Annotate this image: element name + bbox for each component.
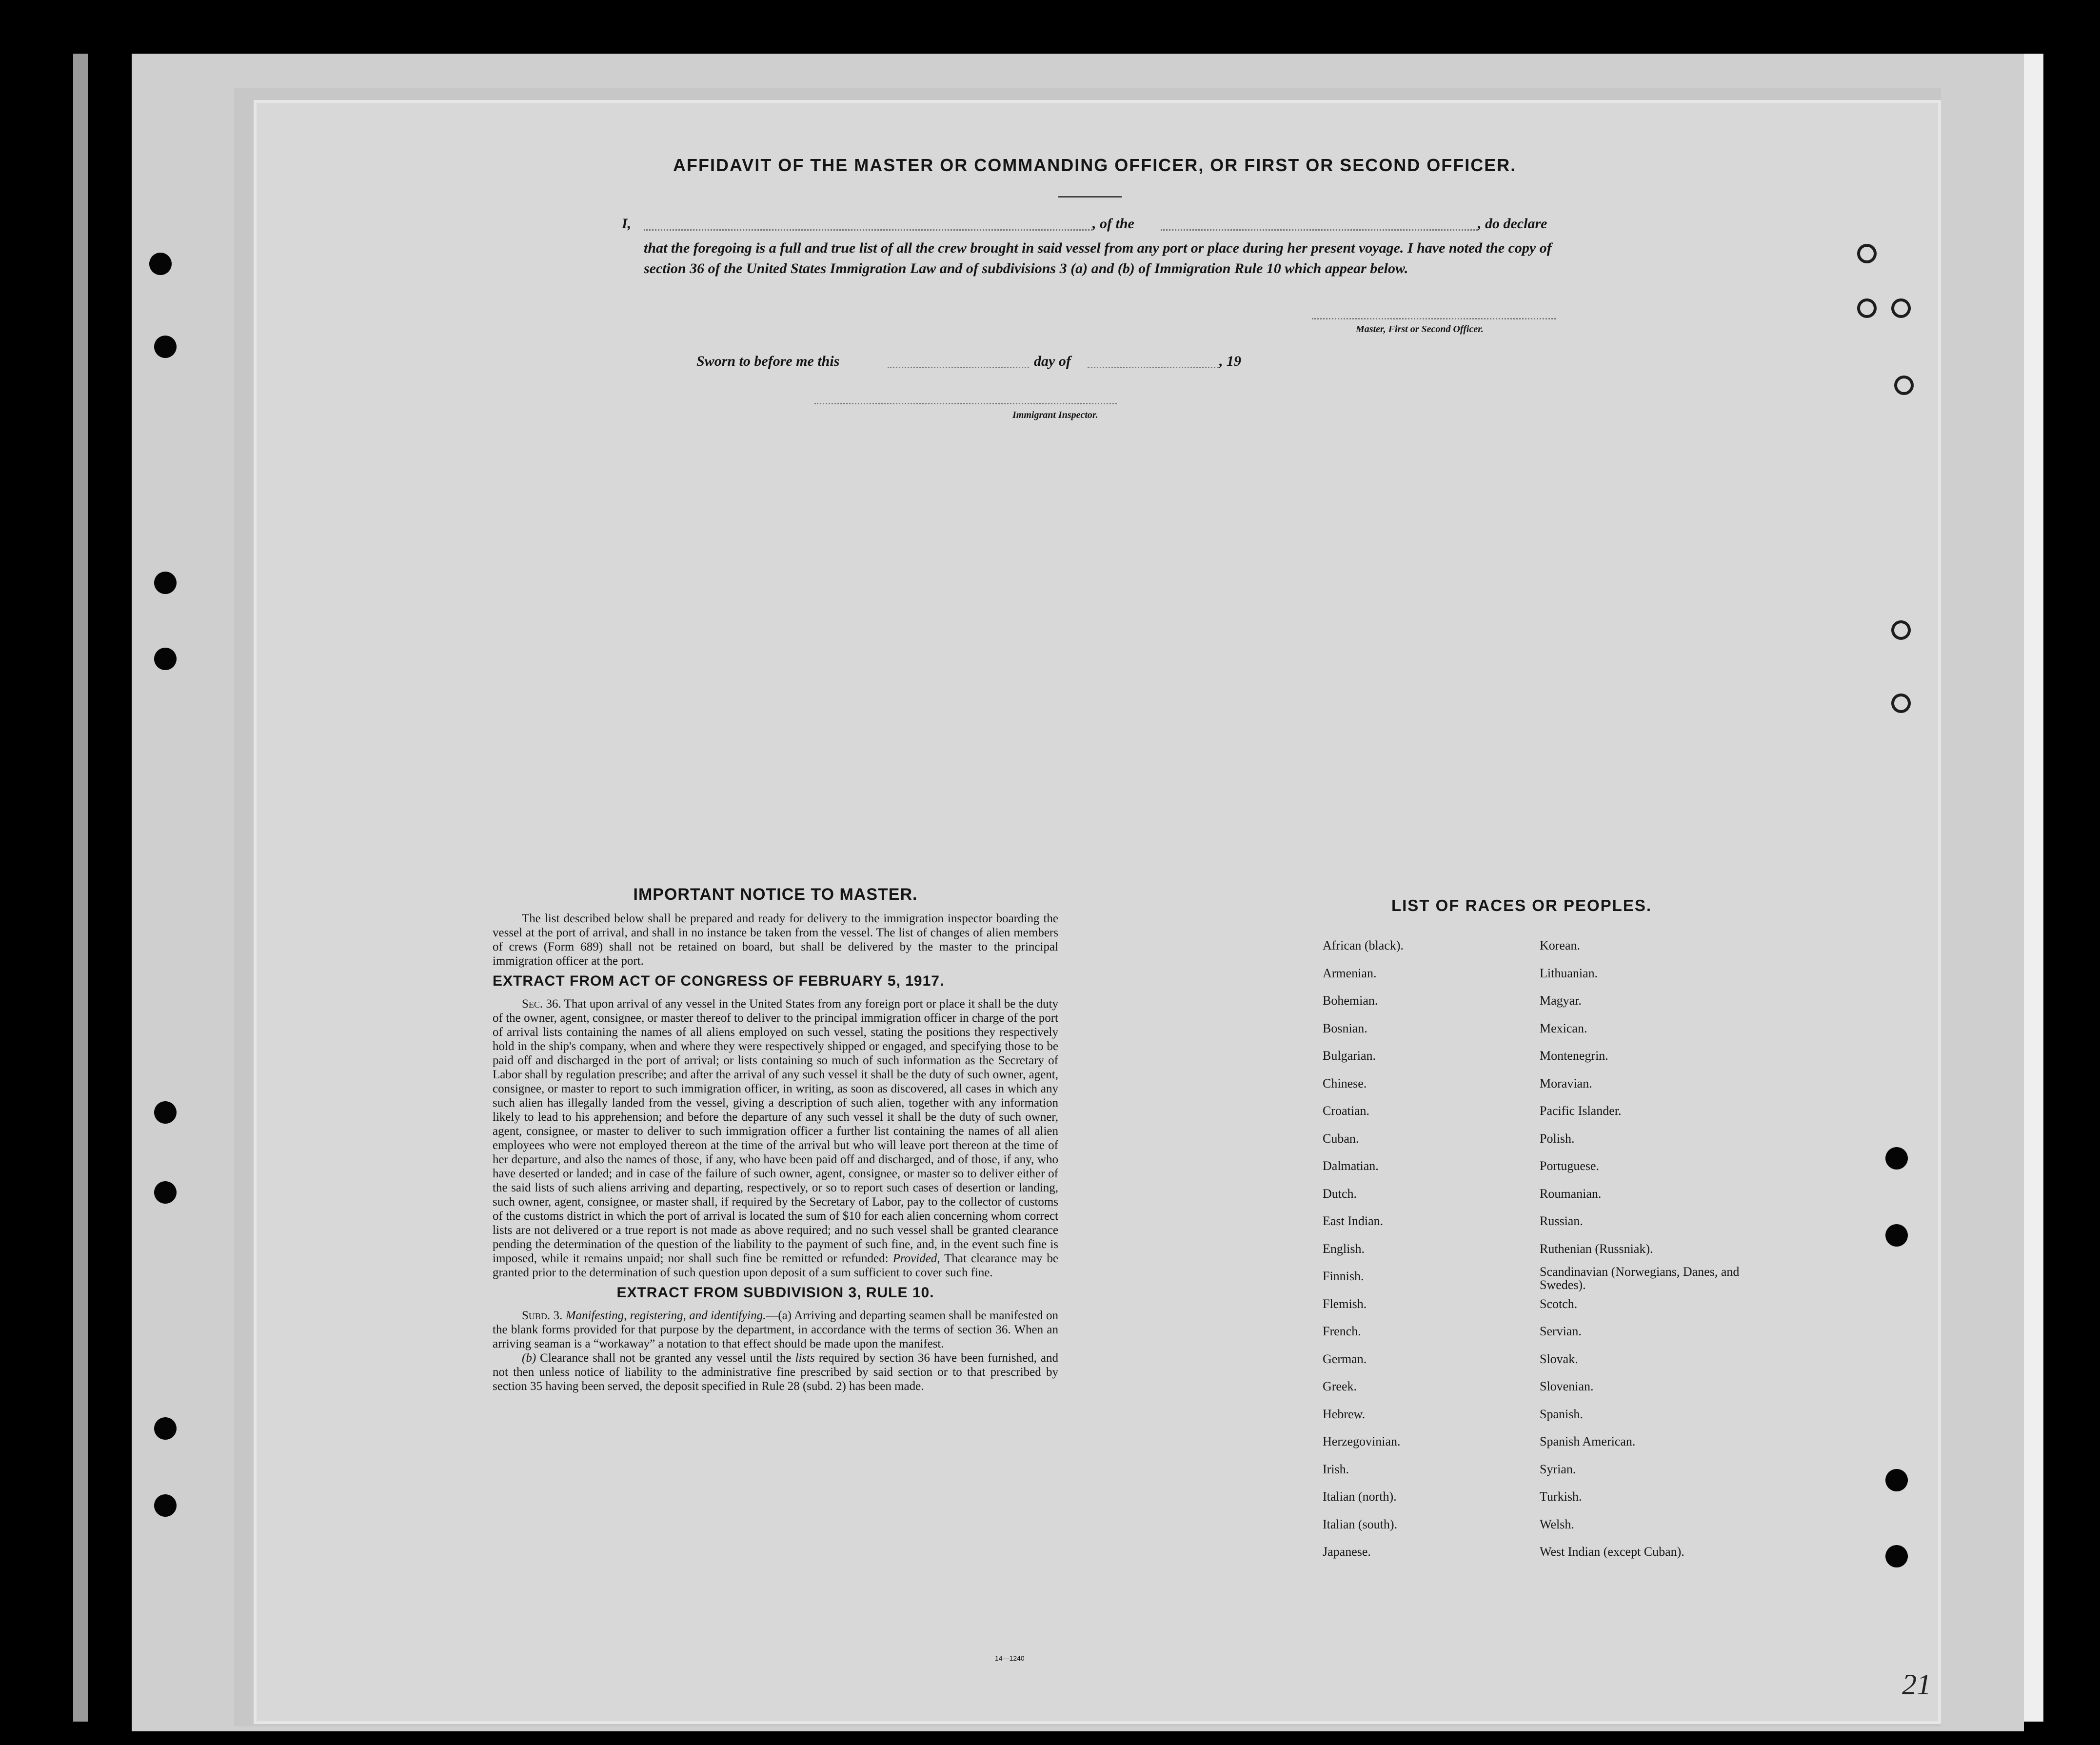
race-item: Servian. — [1540, 1324, 1582, 1338]
day-of-label: day of — [1034, 353, 1071, 369]
subd-a-label: —(a) — [766, 1309, 792, 1322]
race-item: Finnish. — [1323, 1269, 1364, 1283]
races-title: LIST OF RACES OR PEOPLES. — [1391, 896, 1652, 914]
race-item: Chinese. — [1323, 1076, 1367, 1091]
notice-intro: The list described below shall be prepared and ready for delivery to the immigration inspector boarding the vessel at the port of arrival, and shall in no instance be taken from the vessel. The list of changes of alien members of crews (Form 689) shall not be retained on board, but shall be delivered by the master to the principal immigration officer at the port. — [493, 912, 1058, 968]
race-item: Turkish. — [1540, 1489, 1582, 1504]
master-signature-line — [1312, 318, 1556, 319]
subd-a-body: Arriving and departing seamen shall be manifested on the blank forms provided for that purpose by the department, in accordance with the terms of section 36. When an arriving seaman is a “workaway” a notation to that effect should be made upon the manifest. — [493, 1309, 1058, 1350]
punch-hole — [149, 253, 172, 275]
race-item: Flemish. — [1323, 1296, 1367, 1311]
race-item: Hebrew. — [1323, 1407, 1366, 1421]
race-item: Roumanian. — [1540, 1186, 1602, 1201]
punch-hole — [154, 336, 177, 358]
punch-hole — [154, 572, 177, 594]
race-item: Welsh. — [1540, 1517, 1574, 1531]
provided-word: Provided, — [892, 1252, 940, 1265]
punch-hole — [154, 648, 177, 670]
subd-b-body-2: required by section 36 have been furnished, and not then unless notice of liability to the administrative fine prescribed by said section or to that prescribed by section 35 having been served, the deposit specified in Rule 28 (subd. 2) has been made. — [493, 1351, 1059, 1393]
subd-b-text — [493, 1351, 1058, 1393]
affidavit-body: that the foregoing is a full and true list of all the crew brought in said vessel from any port or place during her present voyage. I have noted the copy of section 36 of the United States Immigration Law and of subdivisions 3 (a) and (b) of Immigration Rule 10 which appear below. — [644, 240, 1552, 277]
affidavit-of-the: , of the — [1092, 216, 1134, 232]
race-item: Cuban. — [1323, 1131, 1359, 1146]
punch-hole — [1891, 694, 1911, 713]
section-36-text — [493, 997, 1058, 1280]
race-item: Spanish. — [1540, 1407, 1583, 1421]
day-line — [888, 367, 1029, 368]
race-item: Bulgarian. — [1323, 1049, 1376, 1063]
punch-hole — [154, 1101, 177, 1124]
race-item: Armenian. — [1323, 966, 1377, 980]
form-number: 14—1240 — [995, 1654, 1025, 1662]
master-signature-label: Master, First or Second Officer. — [1356, 324, 1484, 335]
punch-hole — [154, 1494, 177, 1517]
inspector-signature-label: Immigrant Inspector. — [1012, 410, 1098, 420]
sworn-label: Sworn to before me this — [696, 353, 840, 369]
punch-hole — [154, 1181, 177, 1204]
inspector-signature-line — [814, 403, 1117, 404]
race-item: Dalmatian. — [1323, 1159, 1379, 1173]
race-item: West Indian (except Cuban). — [1540, 1545, 1684, 1559]
race-item: Slovenian. — [1540, 1379, 1594, 1393]
subd-b-body-1: Clearance shall not be granted any vessel until the — [540, 1351, 792, 1365]
race-item: Japanese. — [1323, 1545, 1371, 1559]
race-item: Korean. — [1540, 938, 1581, 952]
races-column-a — [1323, 938, 1527, 1572]
punch-hole — [154, 1417, 177, 1440]
race-item: Bosnian. — [1323, 1021, 1367, 1035]
race-item: Pacific Islander. — [1540, 1104, 1622, 1118]
month-line — [1088, 367, 1219, 368]
important-notice — [493, 885, 1059, 1393]
race-item: Ruthenian (Russniak). — [1540, 1241, 1653, 1256]
subd-heading: Manifesting, registering, and identifying. — [565, 1309, 766, 1322]
title-rule — [1058, 196, 1122, 198]
rule-extract-title: EXTRACT FROM SUBDIVISION 3, RULE 10. — [616, 1285, 934, 1301]
race-item: Dutch. — [1323, 1186, 1357, 1201]
punch-hole — [1885, 1545, 1908, 1567]
race-item: Italian (north). — [1323, 1489, 1397, 1504]
race-item: German. — [1323, 1351, 1367, 1366]
affidavit-do-declare: , do declare — [1478, 216, 1547, 232]
race-item: Polish. — [1540, 1131, 1575, 1146]
sheet-edge-left — [73, 54, 88, 1722]
act-extract-title: EXTRACT FROM ACT OF CONGRESS OF FEBRUARY 5, 1917. — [493, 973, 945, 989]
punch-hole — [1885, 1224, 1908, 1247]
race-item: Mexican. — [1540, 1021, 1587, 1035]
punch-hole — [1894, 376, 1914, 395]
race-item: Magyar. — [1540, 993, 1582, 1008]
subd-a-text — [493, 1309, 1058, 1351]
punch-hole — [1857, 298, 1877, 318]
race-item: Montenegrin. — [1540, 1049, 1608, 1063]
race-item: Russian. — [1540, 1214, 1583, 1228]
name-line — [644, 229, 1092, 231]
races-column-b — [1540, 938, 1769, 1572]
subd-b-lists: lists — [795, 1351, 815, 1365]
race-item: Portuguese. — [1540, 1159, 1600, 1173]
margin-note: 21 — [1902, 1668, 1931, 1701]
race-item: Syrian. — [1540, 1462, 1576, 1476]
punch-hole — [1891, 298, 1911, 318]
race-item: Irish. — [1323, 1462, 1349, 1476]
punch-hole — [1891, 620, 1911, 640]
race-item: Italian (south). — [1323, 1517, 1398, 1531]
sheet-edge — [2024, 54, 2043, 1722]
race-item: English. — [1323, 1241, 1365, 1256]
race-item: Scandinavian (Norwegians, Danes, and Swedes). — [1540, 1265, 1740, 1292]
race-item: Bohemian. — [1323, 993, 1378, 1008]
race-item: Croatian. — [1323, 1104, 1370, 1118]
subd-label: Subd. 3. — [522, 1309, 563, 1322]
sec-label: Sec. 36. — [522, 997, 561, 1011]
punch-hole — [1885, 1469, 1908, 1491]
year-label: , 19 — [1219, 353, 1241, 369]
race-item: East Indian. — [1323, 1214, 1384, 1228]
punch-hole — [1885, 1147, 1908, 1170]
race-item: Herzegovinian. — [1323, 1434, 1401, 1448]
race-item: African (black). — [1323, 938, 1404, 952]
subd-b-label: (b) — [522, 1351, 536, 1365]
vessel-line — [1161, 229, 1478, 231]
race-item: Spanish American. — [1540, 1434, 1636, 1448]
punch-hole — [1857, 244, 1877, 263]
race-item: French. — [1323, 1324, 1361, 1338]
affidavit-i: I, — [622, 216, 632, 232]
race-item: Scotch. — [1540, 1296, 1578, 1311]
affidavit-title: AFFIDAVIT OF THE MASTER OR COMMANDING OFFICER, OR FIRST OR SECOND OFFICER. — [673, 155, 1517, 175]
race-item: Greek. — [1323, 1379, 1357, 1393]
notice-title: IMPORTANT NOTICE TO MASTER. — [633, 885, 918, 904]
sec-text: That upon arrival of any vessel in the United States from any foreign port or place it shall be the duty of the owner, agent, consignee, or master thereof to deliver to the principal immigration officer in charge of the port of arrival lists containing the names of all aliens employed on such vessel, stating the positions they respectively hold in the ship's company, when and where they were respectively shipped or engaged, and specifying those to be paid off and discharged in the port of arrival; or lists containing so much of such information as the Secretary of Labor shall by regulation prescribe; and after the arrival of any such vessel it shall be the duty of such owner, agent, consignee, or master to report to such immigration officer, in writing, as soon as discovered, all cases in which any such alien has illegally landed from the vessel, giving a description of such alien, together with any information likely to lead to his apprehension; and before the departure of any such vessel it shall be the duty of such owner, agent, consignee, or master to deliver to such immigration officer a further list containing the names of all alien employees who were not employed thereon at the time of the arrival but who will leave port thereon at the time of her departure, and also the names of those, if any, who have been paid off and discharged, and of those, if any, who have deserted or landed; and in case of the failure of such owner, agent, consignee, or master so to deliver either of the said lists of such aliens arriving and departing, respectively, or so to report such cases of desertion or landing, such owner, agent, consignee, or master shall, if required by the Secretary of Labor, pay to the collector of customs of the customs district in which the port of arrival is located the sum of $10 for each alien concerning whom correct lists are not delivered or a true report is not made as above required; and no such vessel shall be granted clearance pending the determination of the question of the liability to the payment of such fine, and, in the event such fine is imposed, while it remains unpaid; nor shall such fine be remitted or refunded: — [493, 997, 1058, 1265]
race-item: Slovak. — [1540, 1351, 1578, 1366]
sec-tail: That clearance may be granted prior to the determination of such question upon deposit of a sum sufficient to cover such fine. — [493, 1252, 1058, 1279]
race-item: Lithuanian. — [1540, 966, 1598, 980]
race-item: Moravian. — [1540, 1076, 1592, 1091]
